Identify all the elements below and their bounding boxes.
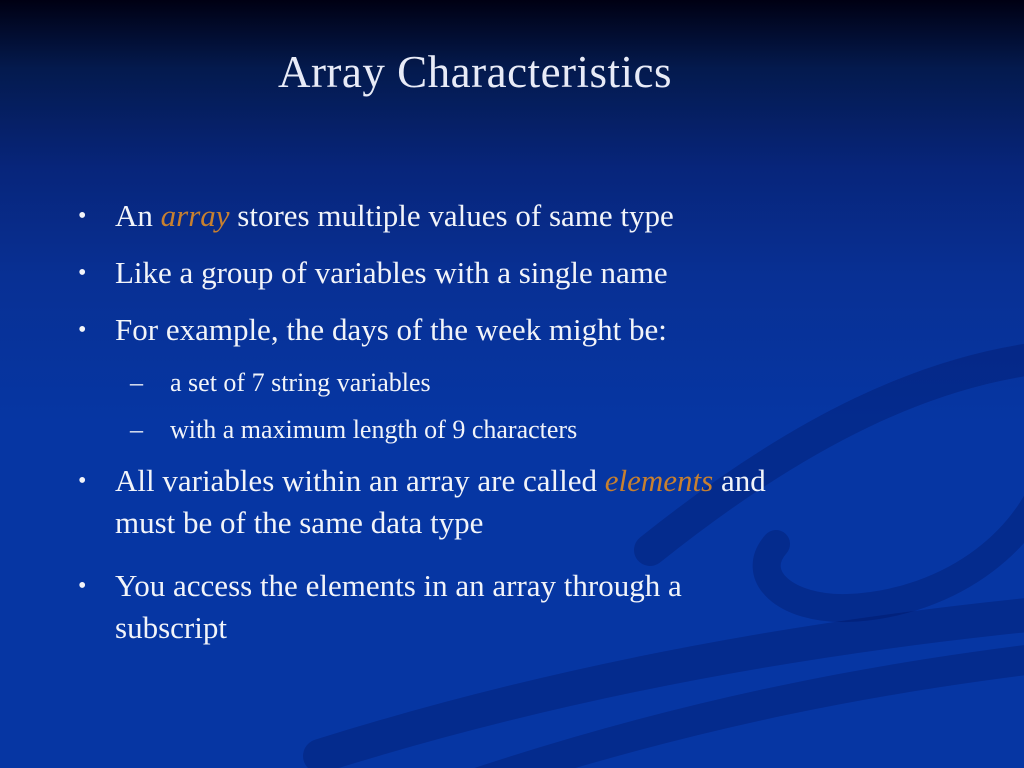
bullet-text-segment: stores multiple values of same type	[229, 198, 674, 233]
bullet-item	[78, 252, 988, 294]
bullet-item	[78, 565, 988, 649]
bullet-item	[78, 195, 988, 237]
bullet-text	[115, 460, 988, 544]
bullet-marker: •	[78, 468, 87, 494]
sub-bullet-item	[130, 413, 988, 447]
sub-bullet-text: a set of 7 string variables	[170, 368, 431, 397]
swoosh-band-2	[410, 656, 1024, 768]
sub-bullet-item	[130, 366, 988, 400]
bullet-marker: •	[78, 573, 87, 599]
bullet-text: Like a group of variables with a single name	[115, 255, 668, 290]
bullet-text	[115, 195, 988, 237]
slide-body	[78, 195, 988, 649]
slide-title: Array Characteristics	[277, 47, 673, 97]
highlight-term: elements	[604, 463, 714, 498]
sub-bullet-marker: –	[130, 415, 143, 444]
sub-bullet-marker: –	[130, 368, 143, 397]
bullet-text-segment: You access the elements in an array through a	[115, 568, 682, 603]
sub-bullet-text: with a maximum length of 9 characters	[170, 415, 578, 444]
bullet-text-segment: All variables within an array are called	[115, 463, 605, 498]
bullet-text-segment: An	[115, 198, 161, 233]
bullet-text: For example, the days of the week might be:	[115, 312, 667, 347]
bullet-text-segment: and	[713, 463, 766, 498]
bullet-marker: •	[78, 260, 87, 286]
bullet-text-segment: subscript	[115, 610, 227, 645]
highlight-term: array	[160, 198, 230, 233]
bullet-item	[78, 460, 988, 544]
bullet-text-segment: must be of the same data type	[115, 505, 484, 540]
bullet-item	[78, 309, 988, 351]
bullet-text	[115, 565, 988, 649]
bullet-marker: •	[78, 203, 87, 229]
bullet-marker: •	[78, 317, 87, 343]
